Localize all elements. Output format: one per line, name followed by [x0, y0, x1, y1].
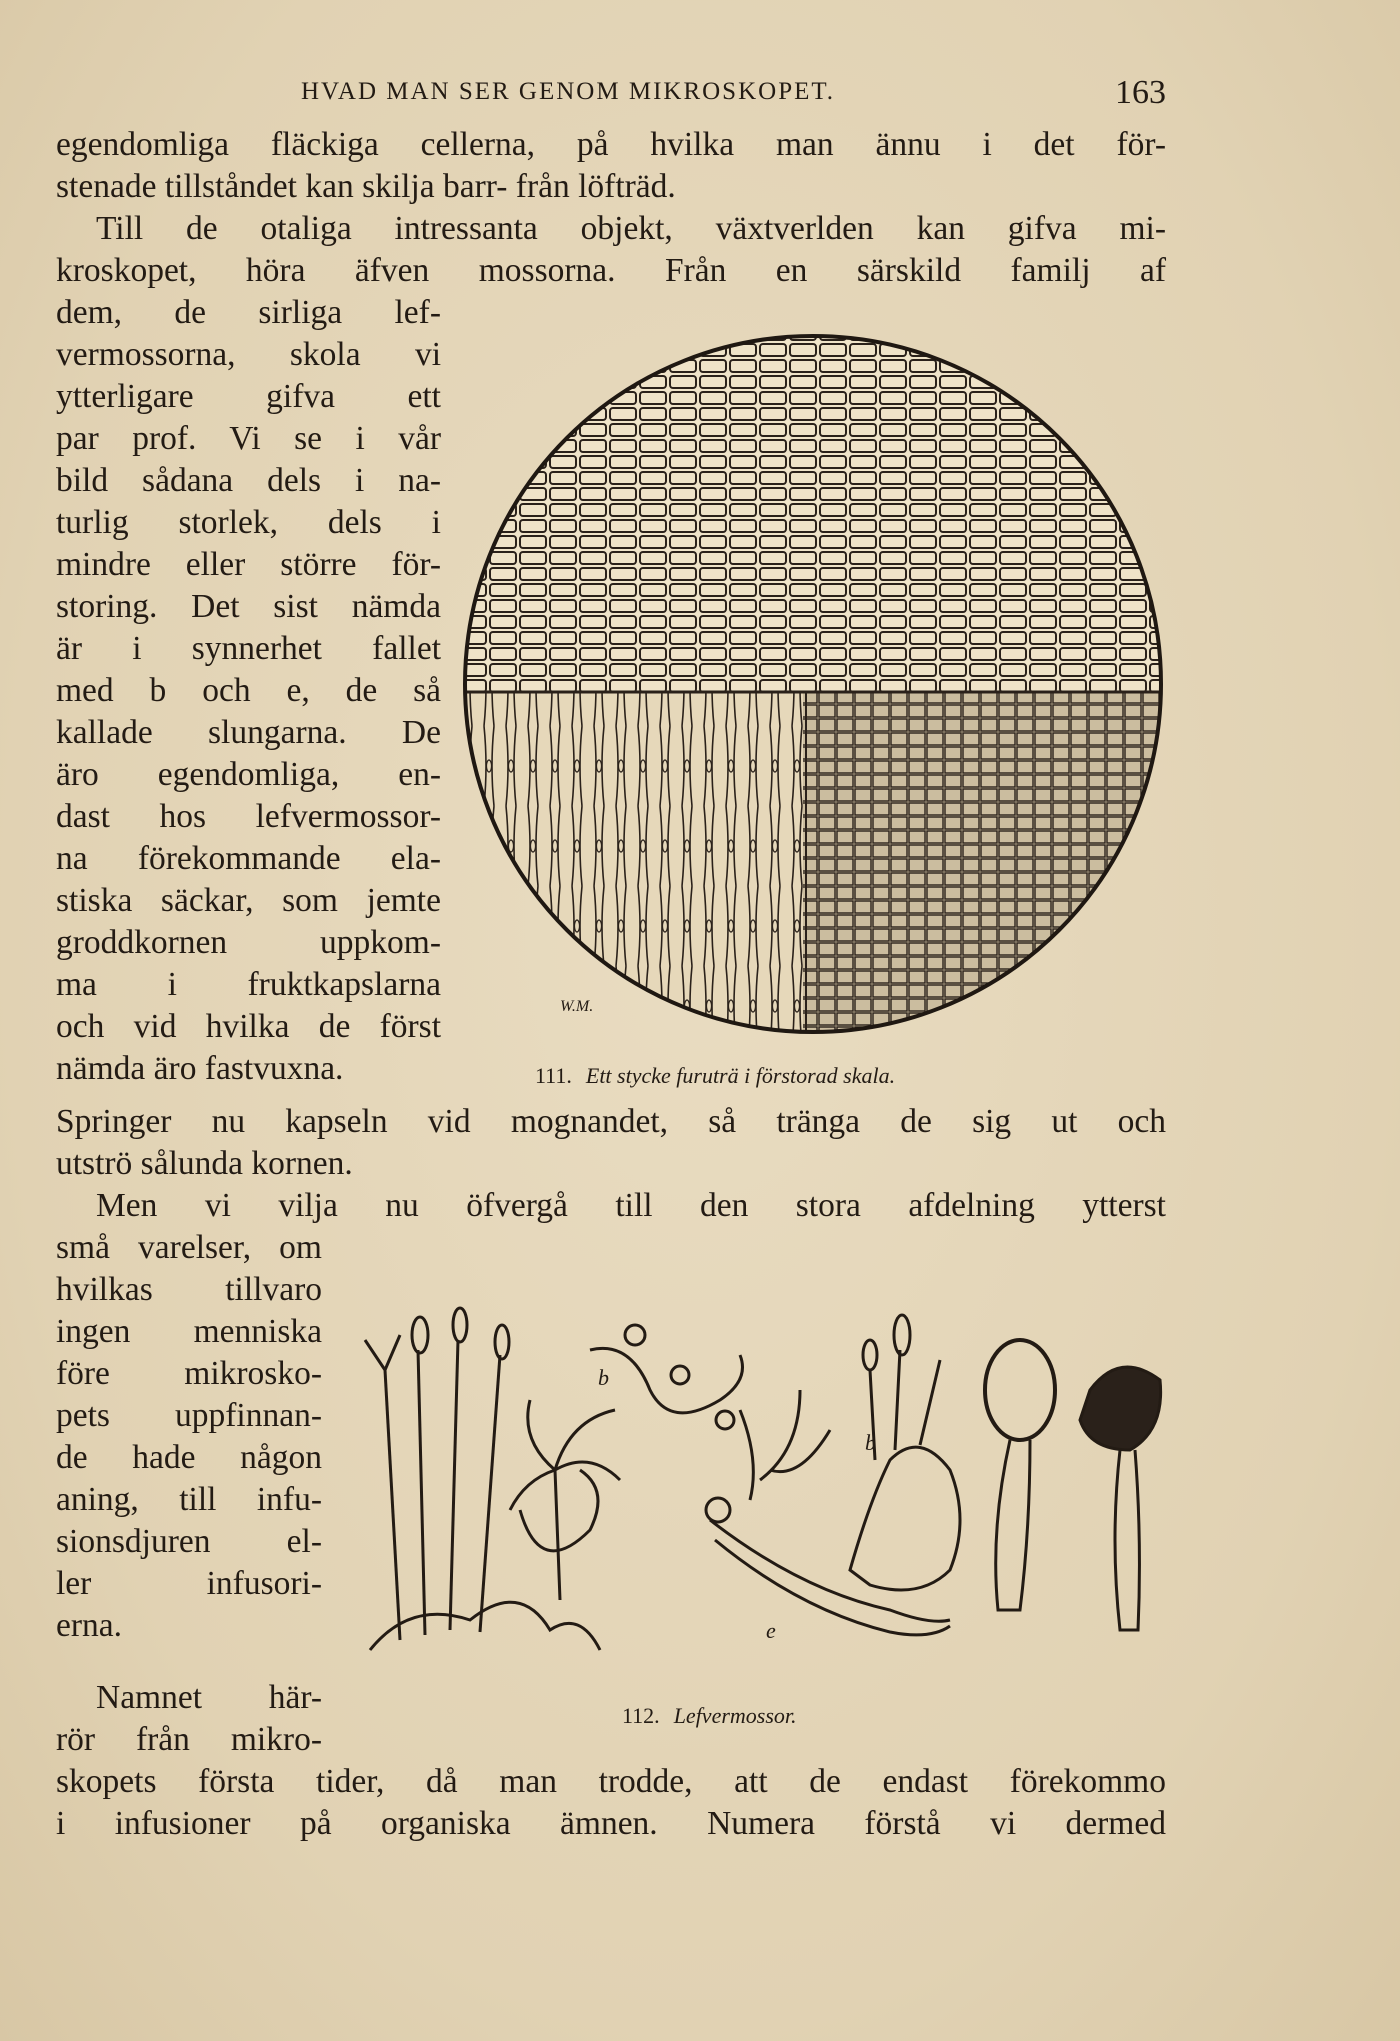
text-line: rör från mikro- — [56, 1721, 322, 1758]
text-line: ytterligare gifva ett — [56, 378, 441, 415]
text-line: och vid hvilka de först — [56, 1008, 441, 1045]
text-line: i infusioner på organiska ämnen. Numera förstå vi dermed — [56, 1805, 1166, 1842]
text-line: pets uppfinnan- — [56, 1397, 322, 1434]
text-line: na förekommande ela- — [56, 840, 441, 877]
text-line: Springer nu kapseln vid mognandet, så tränga de sig ut och — [56, 1103, 1166, 1140]
text-line: aning, till infu- — [56, 1481, 322, 1518]
page-number: 163 — [1115, 74, 1166, 111]
text-line: storing. Det sist nämda — [56, 588, 441, 625]
running-title: HVAD MAN SER GENOM MIKROSKOPET. — [301, 78, 836, 105]
text-line: stenade tillståndet kan skilja barr- från löfträd. — [56, 168, 676, 205]
figure-111-caption — [535, 1063, 895, 1089]
text-line: kallade slungarna. De — [56, 714, 441, 751]
text-line: med b och e, de så — [56, 672, 441, 709]
text-line: Namnet här- — [96, 1679, 322, 1716]
text-line: små varelser, om — [56, 1229, 322, 1266]
figure-111-pine-wood-micrograph — [458, 326, 1170, 1058]
text-line: är i synnerhet fallet — [56, 630, 441, 667]
text-line: dem, de sirliga lef- — [56, 294, 441, 331]
text-line: de hade någon — [56, 1439, 322, 1476]
text-line: mindre eller större för- — [56, 546, 441, 583]
text-line: ingen menniska — [56, 1313, 322, 1350]
text-line: nämda äro fastvuxna. — [56, 1050, 344, 1087]
figure-111-number: 111. — [535, 1063, 572, 1088]
text-line: hvilkas tillvaro — [56, 1271, 322, 1308]
text-line: egendomliga fläckiga cellerna, på hvilka man ännu i det för- — [56, 126, 1166, 163]
text-line: utströ sålunda kornen. — [56, 1145, 353, 1182]
text-line: bild sådana dels i na- — [56, 462, 441, 499]
figure-111-signature: W.M. — [560, 998, 594, 1015]
text-line: Till de otaliga intressanta objekt, växtverlden kan gifva mi- — [96, 210, 1166, 247]
figure-112-number: 112. — [622, 1703, 660, 1728]
figure-111-caption-text: Ett stycke furuträ i förstorad skala. — [585, 1063, 896, 1088]
figure-112-label-b2: b — [865, 1430, 876, 1455]
text-line: Men vi vilja nu öfvergå till den stora afdelning ytterst — [96, 1187, 1166, 1224]
text-line: äro egendomliga, en- — [56, 756, 441, 793]
figure-112-caption — [622, 1703, 797, 1729]
text-line: dast hos lefvermossor- — [56, 798, 441, 835]
text-line: groddkornen uppkom- — [56, 924, 441, 961]
text-line: erna. — [56, 1607, 123, 1644]
figure-112-liverworts-illustration — [330, 1280, 1166, 1690]
text-line: ler infusori- — [56, 1565, 322, 1602]
page-header — [56, 74, 1166, 114]
text-line: sionsdjuren el- — [56, 1523, 322, 1560]
text-line: stiska säckar, som jemte — [56, 882, 441, 919]
figure-112-label-b1: b — [598, 1365, 609, 1390]
text-line: skopets första tider, då man trodde, att de endast förekommo — [56, 1763, 1166, 1800]
figure-112-label-e: e — [766, 1618, 776, 1643]
text-line: turlig storlek, dels i — [56, 504, 441, 541]
text-line: kroskopet, höra äfven mossorna. Från en särskild familj af — [56, 252, 1166, 289]
figure-112-caption-text: Lefvermossor. — [673, 1703, 797, 1728]
text-line: ma i fruktkapslarna — [56, 966, 441, 1003]
text-line: före mikrosko- — [56, 1355, 322, 1392]
text-line: par prof. Vi se i vår — [56, 420, 441, 457]
text-line: vermossorna, skola vi — [56, 336, 441, 373]
